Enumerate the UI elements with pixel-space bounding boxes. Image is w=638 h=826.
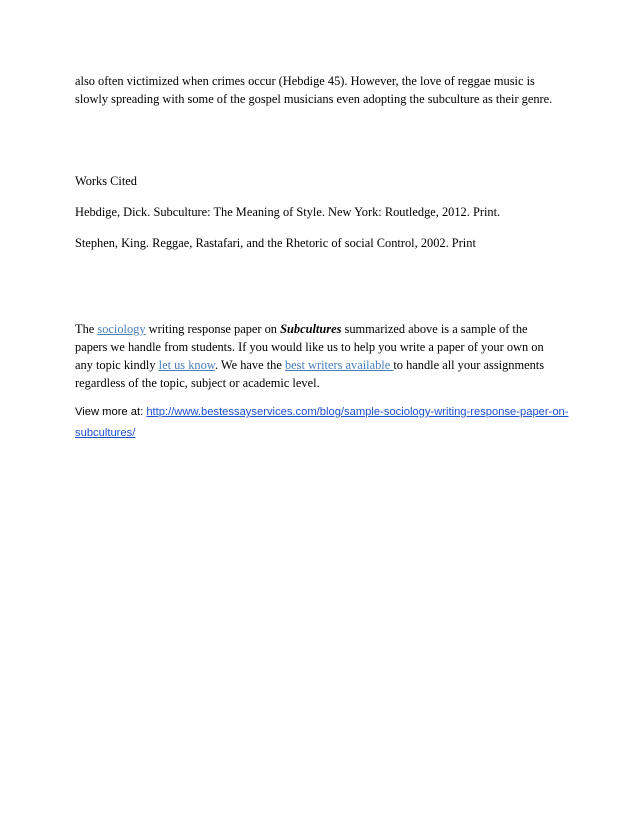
works-cited-heading: Works Cited [75, 174, 137, 188]
promo-text: to handle all your assignments [393, 358, 545, 372]
view-more-label: View more at: [75, 406, 147, 418]
sociology-link[interactable]: sociology [97, 322, 146, 336]
let-us-know-link[interactable]: let us know [158, 358, 215, 372]
best-writers-link[interactable]: best writers available [284, 358, 394, 372]
promo-line-3 [75, 356, 544, 374]
promo-text: writing response paper on [145, 322, 281, 336]
view-more-line-2 [75, 423, 135, 444]
view-more-line-1 [75, 402, 569, 423]
works-cited-entry: Hebdige, Dick. Subculture: The Meaning of Style. New York: Routledge, 2012. Print. [75, 205, 501, 219]
works-cited-entry: Stephen, King. Reggae, Rastafari, and the Rhetoric of social Control, 2002. Print [75, 236, 476, 250]
view-more-url-link-continued[interactable]: subcultures/ [75, 427, 136, 439]
promo-line-2: papers we handle from students. If you would like us to help you write a paper of your own on [75, 340, 544, 354]
view-more-url-link[interactable]: http://www.bestessayservices.com/blog/sample-sociology-writing-response-paper-on- [146, 406, 569, 418]
promo-line-1 [75, 320, 528, 338]
subcultures-emphasis: Subcultures [280, 322, 342, 336]
promo-text: . We have the [214, 358, 285, 372]
promo-text: The [75, 322, 98, 336]
promo-text: summarized above is a sample of the [341, 322, 528, 336]
promo-text: any topic kindly [75, 358, 159, 372]
promo-line-4: regardless of the topic, subject or academic level. [75, 376, 320, 390]
body-text-line-1: also often victimized when crimes occur (Hebdige 45). However, the love of reggae music is [75, 74, 535, 88]
body-text-line-2: slowly spreading with some of the gospel musicians even adopting the subculture as their genre. [75, 92, 553, 106]
